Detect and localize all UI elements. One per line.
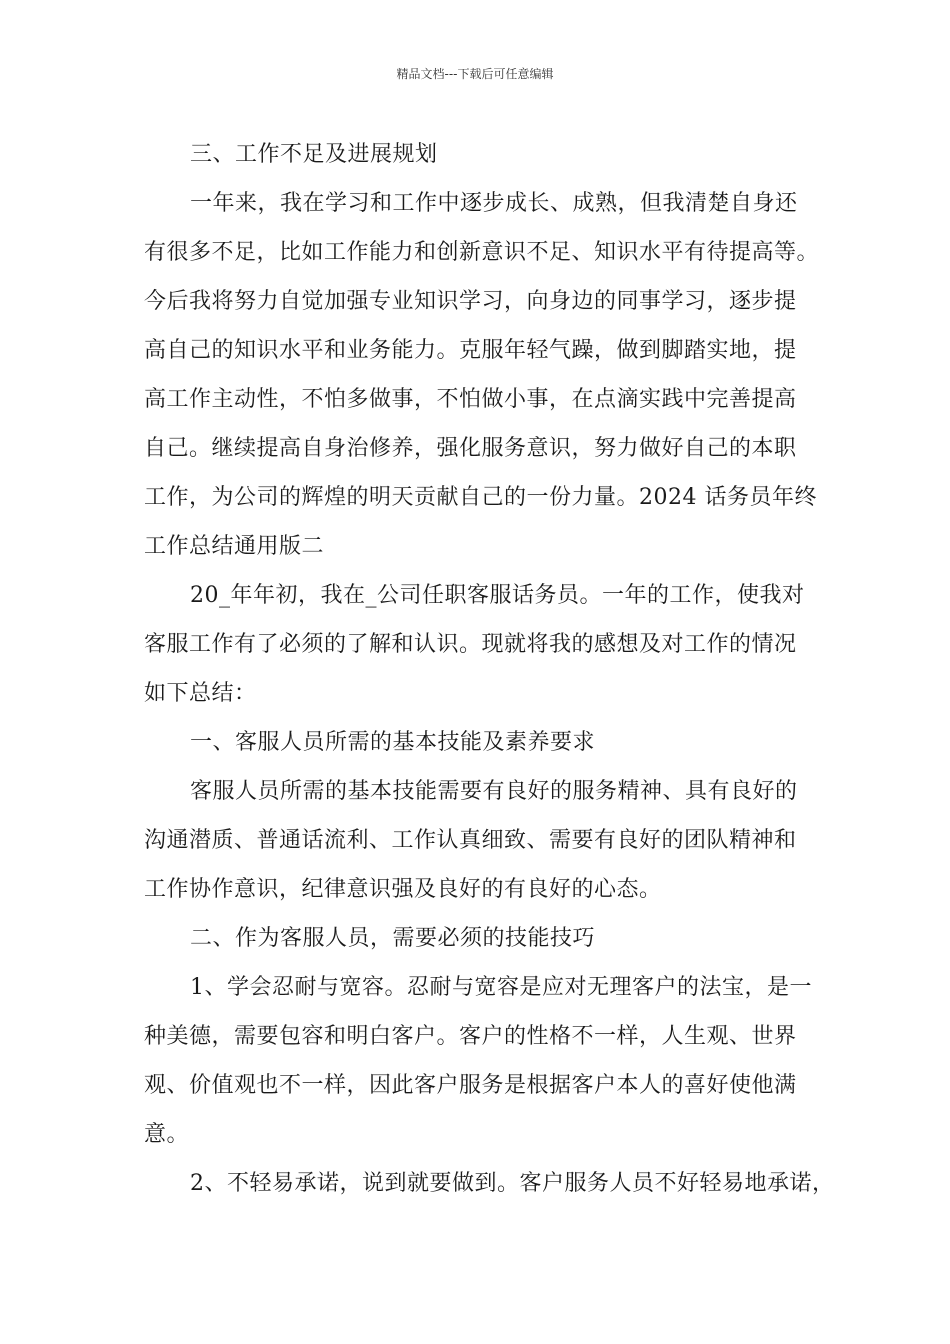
page-header: 精品文档---下载后可任意编辑 [396,67,554,81]
paragraph-line: 高工作主动性，不怕多做事，不怕做小事，在点滴实践中完善提高 [144,387,797,412]
paragraph-line: 有很多不足，比如工作能力和创新意识不足、知识水平有待提高等。 [144,240,820,265]
paragraph-line: 意。 [144,1122,190,1147]
paragraph-line: 工作协作意识，纪律意识强及良好的有良好的心态。 [144,877,662,902]
paragraph-line: 工作，为公司的辉煌的明天贡献自己的一份力量。2024 话务员年终 [144,485,817,510]
paragraph-line: 沟通潜质、普通话流利、工作认真细致、需要有良好的团队精神和 [144,828,797,853]
paragraph-line: 客服人员所需的基本技能需要有良好的服务精神、具有良好的 [190,779,798,804]
section-heading: 二、作为客服人员，需要必须的技能技巧 [190,926,596,951]
paragraph-line: 观、价值观也不一样，因此客户服务是根据客户本人的喜好使他满 [144,1073,797,1098]
paragraph-line: 一年来，我在学习和工作中逐步成长、成熟，但我清楚自身还 [190,191,798,216]
document-body [144,130,834,1208]
paragraph-line: 1、学会忍耐与宽容。忍耐与宽容是应对无理客户的法宝，是一 [190,975,812,1000]
paragraph-line: 20_年年初，我在_公司任职客服话务员。一年的工作，使我对 [190,583,805,608]
paragraph-line: 客服工作有了必须的了解和认识。现就将我的感想及对工作的情况 [144,632,797,657]
section-heading: 一、客服人员所需的基本技能及素养要求 [190,730,596,755]
paragraph-line: 种美德，需要包容和明白客户。客户的性格不一样，人生观、世界 [144,1024,797,1049]
paragraph-line: 工作总结通用版二 [144,534,325,559]
paragraph-line: 自己。继续提高自身治修养，强化服务意识，努力做好自己的本职 [144,436,797,461]
paragraph-line: 高自己的知识水平和业务能力。克服年轻气躁，做到脚踏实地，提 [144,338,797,363]
paragraph-line: 今后我将努力自觉加强专业知识学习，向身边的同事学习，逐步提 [144,289,797,314]
paragraph-line: 2、不轻易承诺，说到就要做到。客户服务人员不好轻易地承诺， [190,1171,835,1196]
section-heading: 三、工作不足及进展规划 [190,142,438,167]
paragraph-line: 如下总结： [144,681,257,706]
